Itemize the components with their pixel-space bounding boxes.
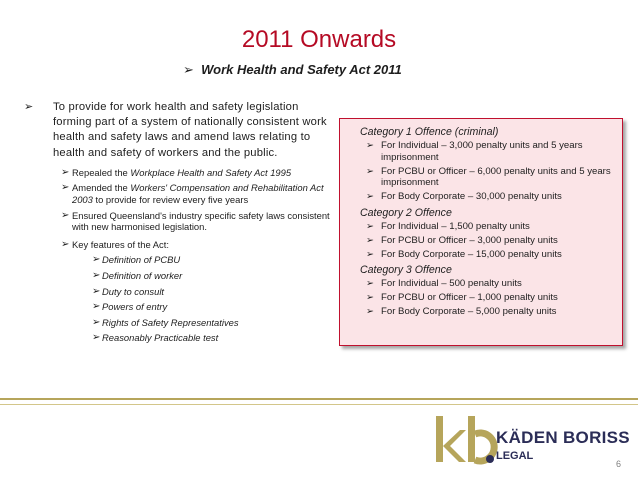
arrow-bullet-icon: ➢	[366, 248, 375, 260]
amended-bullet	[14, 182, 332, 205]
arrow-bullet-icon: ➢	[366, 191, 375, 203]
page-number: 6	[616, 459, 622, 469]
slide-subtitle	[183, 62, 402, 78]
penalty-item	[340, 221, 622, 233]
arrow-bullet-icon: ➢	[92, 332, 101, 344]
penalty-item	[340, 292, 622, 304]
penalty-item	[340, 140, 622, 164]
repealed-bullet	[14, 167, 332, 179]
penalty-text: For Body Corporate – 5,000 penalty units	[381, 305, 557, 317]
category-1-heading: Category 1 Offence (criminal)	[360, 126, 499, 138]
penalty-item	[340, 278, 622, 290]
arrow-bullet-icon: ➢	[61, 166, 70, 178]
footer-divider-thin	[0, 404, 638, 405]
brand-name: KÄDEN BORISS	[496, 428, 630, 447]
feature-text: Definition of worker	[102, 269, 183, 281]
arrow-bullet-icon: ➢	[61, 238, 70, 250]
amended-pre: Amended the	[72, 182, 131, 194]
category-2-heading: Category 2 Offence	[360, 206, 452, 219]
feature-item	[14, 301, 332, 313]
arrow-bullet-icon: ➢	[24, 101, 34, 113]
arrow-bullet-icon: ➢	[366, 234, 375, 246]
feature-text: Powers of entry	[102, 301, 168, 313]
penalty-text: For PCBU or Officer – 6,000 penalty units and 5 years imprisonment	[381, 165, 611, 189]
left-content	[14, 100, 332, 344]
feature-text: Reasonably Practicable test	[102, 332, 219, 344]
arrow-bullet-icon: ➢	[366, 292, 375, 304]
amended-post: to provide for review every five years	[92, 194, 249, 205]
feature-item	[14, 270, 332, 282]
penalty-text: For PCBU or Officer – 3,000 penalty units	[381, 234, 558, 246]
penalty-text: For PCBU or Officer – 1,000 penalty units	[381, 292, 558, 304]
penalty-item	[340, 235, 622, 247]
penalty-item	[340, 191, 622, 203]
amended-act: Workers' Compensation and Rehabilitation Act 2003	[72, 182, 324, 205]
features-bullet	[14, 239, 332, 251]
arrow-bullet-icon: ➢	[183, 62, 194, 77]
slide-title: 2011 Onwards	[241, 26, 397, 53]
arrow-bullet-icon: ➢	[366, 140, 375, 151]
intro-text: To provide for work health and safety legislation forming part of a system of nationally consistent work health and safety laws and amend laws relating to health and safety of workers and the public.	[53, 101, 327, 159]
penalty-text: For Body Corporate – 15,000 penalty units	[381, 248, 562, 260]
ensured-bullet	[14, 210, 332, 233]
features-label: Key features of the Act:	[72, 238, 169, 250]
arrow-bullet-icon: ➢	[366, 278, 375, 290]
arrow-bullet-icon: ➢	[92, 316, 101, 328]
penalty-item	[340, 249, 622, 261]
arrow-bullet-icon: ➢	[92, 269, 101, 281]
feature-item	[14, 332, 332, 344]
brand-subtitle: LEGAL	[496, 450, 534, 462]
arrow-bullet-icon: ➢	[366, 220, 375, 232]
penalty-box	[339, 118, 623, 346]
arrow-bullet-icon: ➢	[92, 301, 101, 313]
arrow-bullet-icon: ➢	[61, 182, 70, 194]
penalty-item	[340, 166, 622, 190]
ensured-text: Ensured Queensland's industry specific safety laws consistent with new harmonised legislation.	[72, 209, 330, 233]
arrow-bullet-icon: ➢	[61, 209, 70, 221]
category-3-heading: Category 3 Offence	[360, 264, 452, 277]
intro-bullet	[14, 100, 332, 161]
arrow-bullet-icon: ➢	[366, 305, 375, 317]
feature-item	[14, 254, 332, 266]
feature-text: Rights of Safety Representatives	[102, 316, 239, 328]
arrow-bullet-icon: ➢	[92, 254, 101, 266]
penalty-item	[340, 306, 622, 318]
subtitle-text: Work Health and Safety Act 2011	[201, 62, 402, 77]
feature-text: Duty to consult	[102, 285, 165, 297]
penalty-text: For Body Corporate – 30,000 penalty units	[381, 191, 562, 203]
penalty-text: For Individual – 1,500 penalty units	[381, 220, 530, 232]
arrow-bullet-icon: ➢	[92, 285, 101, 297]
feature-text: Definition of PCBU	[102, 254, 181, 266]
repealed-act: Workplace Health and Safety Act 1995	[130, 166, 292, 178]
feature-item	[14, 317, 332, 329]
feature-item	[14, 286, 332, 298]
penalty-text: For Individual – 500 penalty units	[381, 278, 522, 290]
arrow-bullet-icon: ➢	[366, 165, 375, 177]
penalty-text: For Individual – 3,000 penalty units and 5 years imprisonment	[381, 140, 583, 163]
footer-divider	[0, 398, 638, 400]
repealed-pre: Repealed the	[72, 166, 131, 178]
